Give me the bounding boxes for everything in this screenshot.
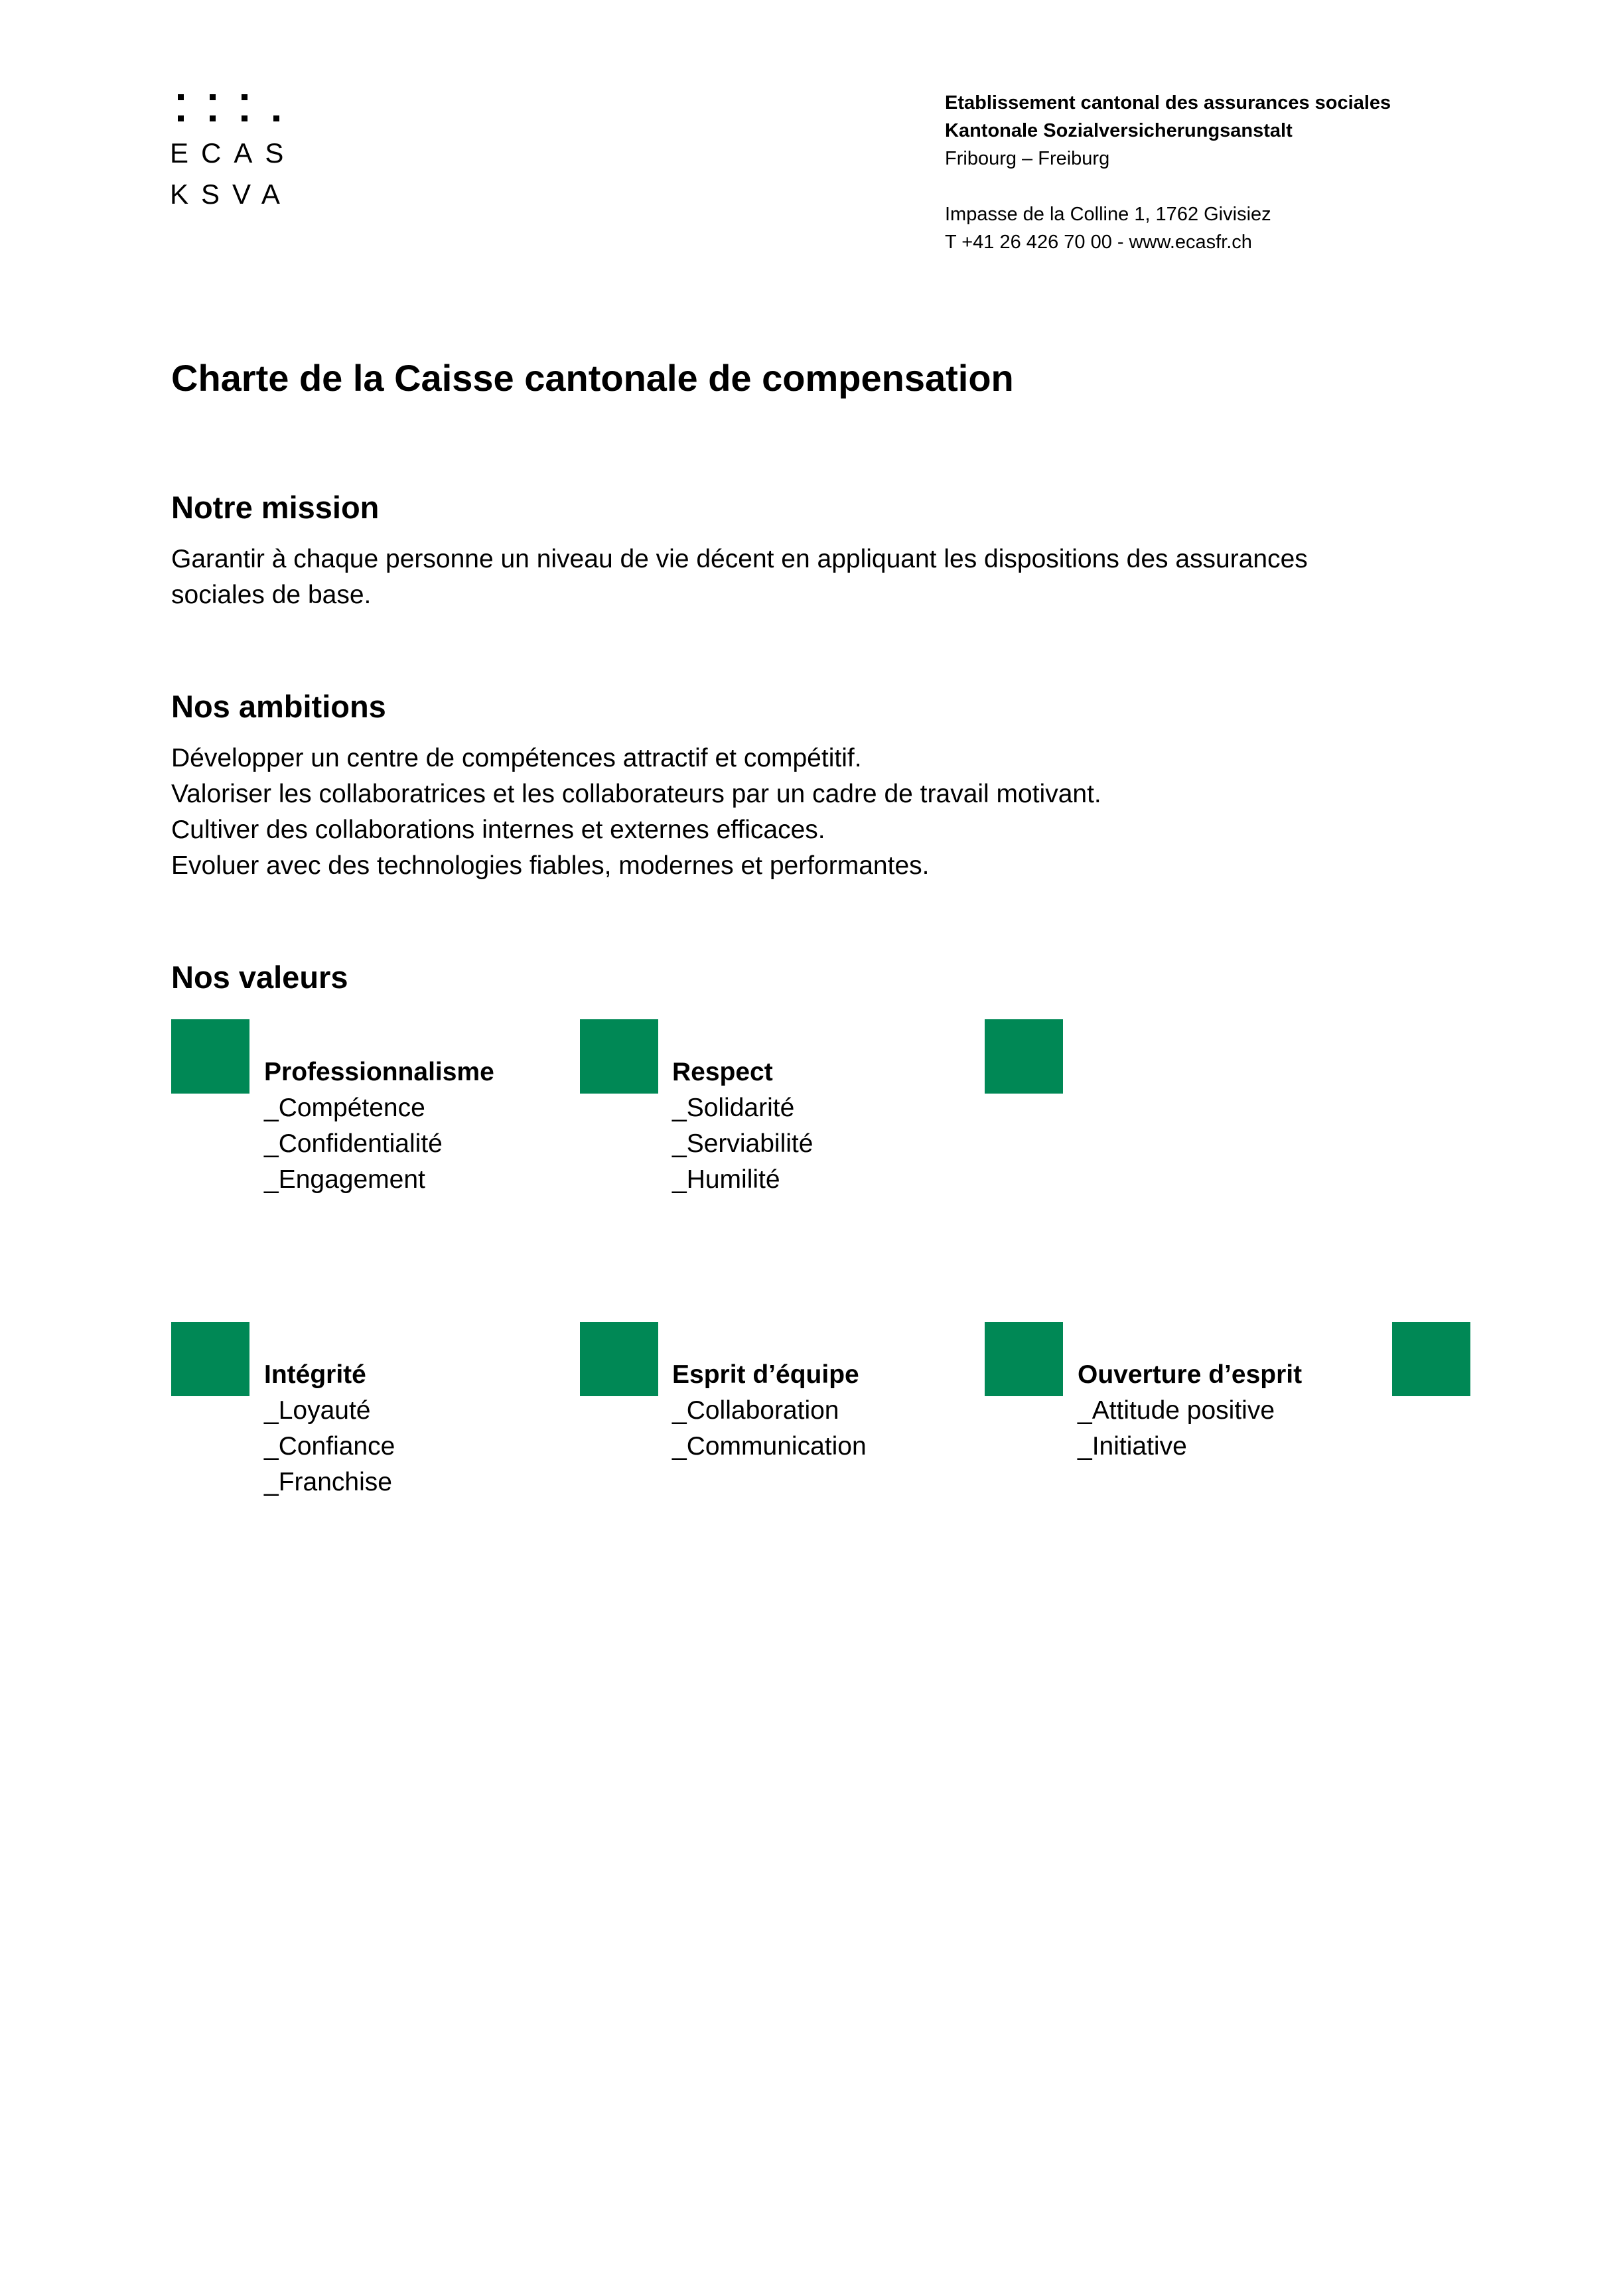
mission-heading: Notre mission: [171, 490, 380, 525]
org-name-de: Kantonale Sozialversicherungsanstalt: [945, 120, 1293, 141]
value-marker-square: [580, 1322, 658, 1396]
org-address: Impasse de la Colline 1, 1762 Givisiez: [945, 204, 1271, 225]
logo-text-ecas: ECAS: [170, 137, 297, 169]
ecas-logo: [171, 90, 297, 212]
value-point: _Confiance: [264, 1432, 395, 1461]
values-heading: Nos valeurs: [171, 960, 348, 995]
logo-dot: [242, 94, 247, 100]
logo-dot: [178, 94, 184, 100]
value-point: _Franchise: [264, 1468, 392, 1496]
value-point: _Solidarité: [672, 1094, 795, 1122]
logo-text-ksva: KSVA: [170, 179, 293, 210]
mission-text: [171, 541, 1465, 613]
value-professionnalisme: [264, 1054, 494, 1198]
ambition-item: Valoriser les collaboratrices et les collaborateurs par un cadre de travail motivant.: [171, 780, 1101, 808]
value-point: _Confidentialité: [264, 1129, 443, 1158]
ambition-item: Développer un centre de compétences attractif et compétitif.: [171, 744, 862, 772]
org-location: Fribourg – Freiburg: [945, 148, 1110, 169]
value-point: _Loyauté: [264, 1396, 371, 1425]
value-point: _Serviabilité: [672, 1129, 813, 1158]
value-ouverture-esprit: [1078, 1357, 1302, 1465]
value-point: _Compétence: [264, 1094, 425, 1122]
logo-dot: [273, 115, 279, 121]
ambition-item: Cultiver des collaborations internes et externes efficaces.: [171, 816, 825, 844]
logo-dot: [178, 115, 184, 121]
value-marker-square: [985, 1019, 1063, 1094]
value-title: Professionnalisme: [264, 1058, 494, 1086]
org-name-fr: Etablissement cantonal des assurances sociales: [945, 92, 1391, 113]
value-marker-square: [171, 1322, 249, 1396]
value-point: _Collaboration: [672, 1396, 839, 1425]
ambition-item: Evoluer avec des technologies fiables, modernes et performantes.: [171, 851, 930, 880]
value-marker-square: [985, 1322, 1063, 1396]
organization-header: [945, 89, 1391, 256]
value-title: Ouverture d’esprit: [1078, 1360, 1303, 1389]
value-esprit-equipe: [672, 1357, 867, 1465]
value-title: Respect: [672, 1058, 773, 1086]
logo-dot: [242, 115, 247, 121]
ambitions-list: [171, 741, 1465, 884]
value-point: _Engagement: [264, 1165, 425, 1194]
value-marker-square: [1392, 1322, 1470, 1396]
value-integrite: [264, 1357, 395, 1500]
document-title: Charte de la Caisse cantonale de compensation: [171, 357, 1014, 399]
value-respect: [672, 1054, 813, 1198]
value-title: Intégrité: [264, 1360, 366, 1389]
value-point: _Communication: [672, 1432, 867, 1461]
mission-line: sociales de base.: [171, 581, 372, 609]
org-contact: T +41 26 426 70 00 - www.ecasfr.ch: [945, 232, 1252, 253]
logo-dot: [210, 115, 216, 121]
ambitions-heading: Nos ambitions: [171, 689, 386, 724]
logo-dot: [210, 94, 216, 100]
value-title: Esprit d’équipe: [672, 1360, 859, 1389]
value-point: _Attitude positive: [1078, 1396, 1275, 1425]
mission-line: Garantir à chaque personne un niveau de vie décent en appliquant les dispositions des assurances: [171, 545, 1308, 573]
value-marker-square: [171, 1019, 249, 1094]
value-point: _Initiative: [1078, 1432, 1187, 1461]
value-marker-square: [580, 1019, 658, 1094]
value-point: _Humilité: [672, 1165, 780, 1194]
